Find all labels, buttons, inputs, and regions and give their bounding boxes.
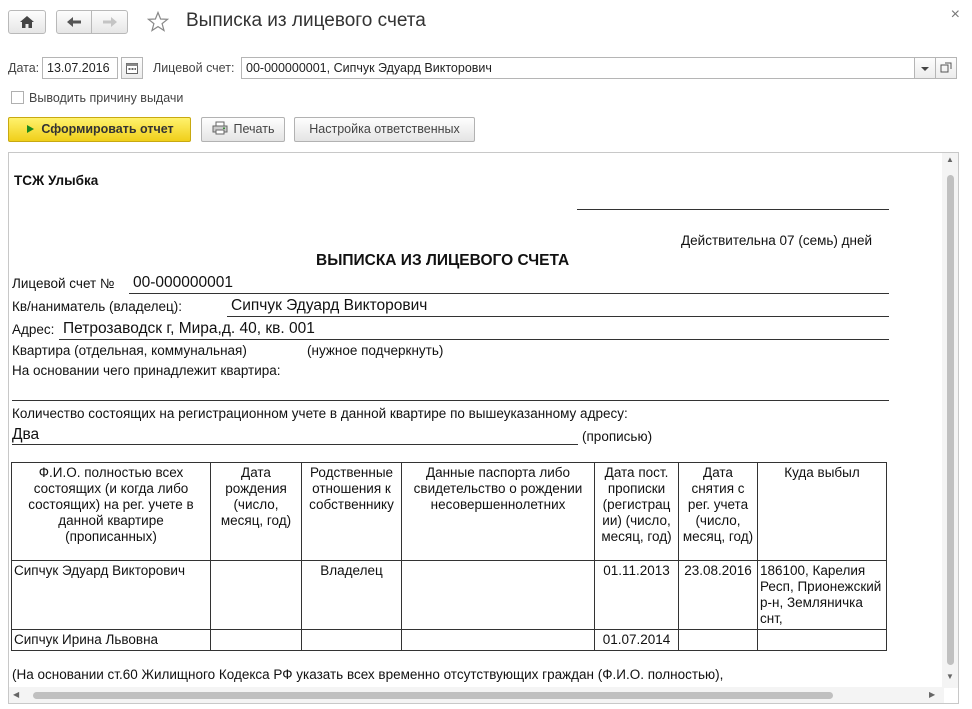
home-button[interactable] [8,10,46,34]
tenant-label: Кв/наниматель (владелец): [12,299,183,314]
cell-moved-to: 186100, Карелия Респ, Прионежский р-н, Земляничка снт, [758,561,887,630]
calendar-button[interactable] [121,57,143,79]
window-title: Выписка из лицевого счета [186,10,426,31]
cell-fio: Сипчук Эдуард Викторович [12,561,211,630]
print-label: Печать [233,122,275,136]
account-label: Лицевой счет: [153,61,235,75]
horizontal-scrollbar[interactable] [9,687,944,703]
residents-table [11,462,887,651]
cell-deregistration-date [679,630,758,651]
responsible-settings-button[interactable]: Настройка ответственных [294,117,475,142]
account-open-button[interactable] [935,57,957,79]
account-number-line [129,293,889,294]
generate-report-button[interactable] [8,117,191,142]
account-input[interactable]: 00-000000001, Сипчук Эдуард Викторович [241,57,915,79]
apartment-note: (нужное подчеркнуть) [307,343,444,358]
printer-icon [212,121,228,135]
table-row [12,630,887,651]
org-name: ТСЖ Улыбка [14,173,99,188]
validity-text: Действительна 07 (семь) дней [681,233,873,248]
basis-label: На основании чего принадлежит квартира: [12,363,281,378]
account-number-value: 00-000000001 [133,274,233,291]
apartment-type: Квартира (отдельная, коммунальная) [12,343,247,358]
cell-birthdate [211,561,302,630]
cell-passport [402,630,595,651]
tenant-line [227,316,889,317]
header-deregistration-date: Дата снятия с рег. учета (число, месяц, год) [679,463,758,561]
header-birthdate: Дата рождения (число, месяц, год) [211,463,302,561]
header-fio: Ф.И.О. полностью всех состоящих (и когда либо состоящих) на рег. учете в данной квартире (прописанных) [12,463,211,561]
generate-report-label: Сформировать отчет [41,122,174,136]
cell-registration-date: 01.07.2014 [595,630,679,651]
reason-checkbox[interactable] [11,91,24,104]
cell-fio: Сипчук Ирина Львовна [12,630,211,651]
scroll-right-icon[interactable]: ▶ [929,690,936,699]
forward-button[interactable] [91,10,128,34]
arrow-right-icon [92,11,127,33]
header-registration-date: Дата пост. прописки (регистрац ии) (число, месяц, год) [595,463,679,561]
table-row [12,561,887,630]
basis-line [12,400,889,401]
address-label: Адрес: [12,322,55,337]
horizontal-scroll-thumb[interactable] [33,692,833,699]
residents-count-note: (прописью) [582,429,653,444]
table-header-row [12,463,887,561]
footer-note: (На основании ст.60 Жилищного Кодекса РФ указать всех временно отсутствующих граждан (Ф.И.О. полностью), [12,667,724,682]
report-content [9,153,939,688]
play-icon [25,124,35,134]
favorite-star-icon[interactable] [146,10,170,34]
scroll-left-icon[interactable]: ◀ [13,690,20,699]
account-number-label: Лицевой счет № [12,276,115,291]
cell-passport [402,561,595,630]
report-heading: ВЫПИСКА ИЗ ЛИЦЕВОГО СЧЕТА [316,252,570,269]
vertical-scroll-thumb[interactable] [947,175,954,665]
residents-count-label: Количество состоящих на регистрационном учете в данной квартире по вышеуказанному адресу: [12,406,628,421]
print-button[interactable] [201,117,285,142]
scroll-up-icon[interactable]: ▲ [946,155,954,164]
date-label: Дата: [8,61,40,75]
open-window-icon [940,62,952,74]
chevron-down-icon [920,65,930,73]
home-icon [9,11,45,33]
tenant-value: Сипчук Эдуард Викторович [231,297,428,314]
header-moved-to: Куда выбыл [758,463,887,561]
reason-checkbox-label[interactable]: Выводить причину выдачи [29,91,184,105]
back-button[interactable] [56,10,92,34]
scroll-down-icon[interactable]: ▼ [946,672,954,681]
cell-deregistration-date: 23.08.2016 [679,561,758,630]
cell-moved-to [758,630,887,651]
close-icon[interactable]: × [950,6,960,23]
residents-count-value: Два [12,426,40,443]
calendar-icon [125,61,139,75]
signature-line [577,209,889,210]
address-value: Петрозаводск г, Мира,д. 40, кв. 001 [63,320,315,337]
address-line [59,339,889,340]
account-dropdown-button[interactable] [914,57,936,79]
cell-registration-date: 01.11.2013 [595,561,679,630]
header-relation: Родственные отношения к собственнику [302,463,402,561]
header-passport: Данные паспорта либо свидетельство о рождении несовершеннолетних [402,463,595,561]
vertical-scrollbar[interactable] [942,153,958,688]
date-input[interactable]: 13.07.2016 [42,57,118,79]
report-document [8,152,959,704]
cell-birthdate [211,630,302,651]
arrow-left-icon [57,11,91,33]
cell-relation: Владелец [302,561,402,630]
residents-count-line [12,444,578,445]
cell-relation [302,630,402,651]
